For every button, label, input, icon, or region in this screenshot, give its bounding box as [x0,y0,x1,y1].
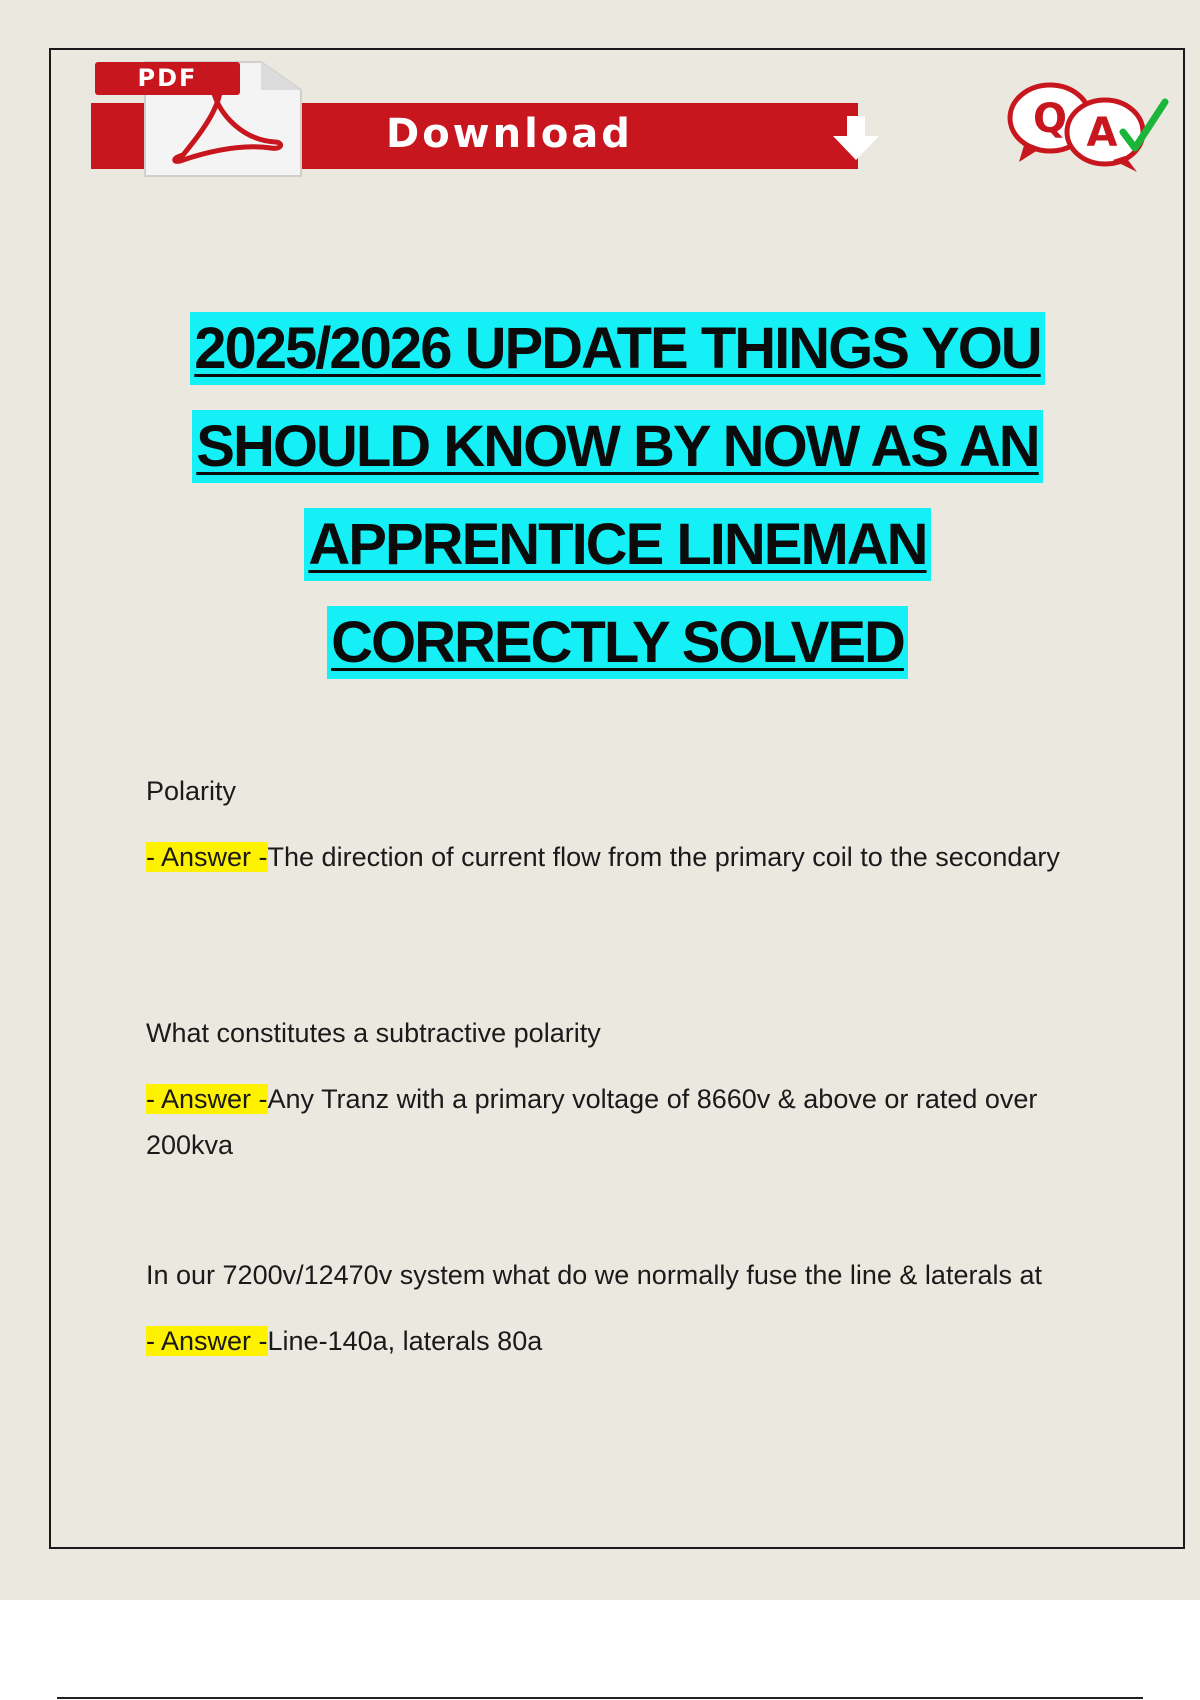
answer-text: Line-140a, laterals 80a [267,1326,543,1356]
question-text: Polarity [146,776,237,806]
download-arrow-icon [829,114,883,162]
bottom-divider [57,1697,1143,1699]
answer-tag: - Answer - [146,1084,268,1114]
title-line-4: CORRECTLY SOLVED [327,606,908,679]
answer-block [146,1076,1086,1168]
qa-item-2 [146,1010,1086,1168]
answer-tag: - Answer - [146,842,268,872]
title-line-2: SHOULD KNOW BY NOW AS AN [192,410,1042,483]
answer-block [146,834,1086,880]
question-text: What constitutes a subtractive polarity [146,1018,601,1048]
answer-text: Any Tranz with a primary voltage of 8660v & above or rated over 200kva [146,1084,1038,1160]
title-line-3: APPRENTICE LINEMAN [304,508,930,581]
document-title [60,300,1175,692]
answer-text: The direction of current flow from the primary coil to the secondary [267,842,1060,872]
qa-item-1 [146,768,1086,880]
download-label: Download [386,111,633,157]
qa-logo-a: A [1086,110,1118,156]
pdf-tag: PDF [95,62,240,95]
answer-tag: - Answer - [146,1326,268,1356]
qa-logo-q: Q [1032,96,1068,142]
question-text: In our 7200v/12470v system what do we normally fuse the line & laterals at [146,1260,1042,1290]
qa-item-3 [146,1252,1086,1364]
qa-logo-icon [1005,80,1170,175]
title-line-1: 2025/2026 UPDATE THINGS YOU [190,312,1044,385]
answer-block [146,1318,1086,1364]
